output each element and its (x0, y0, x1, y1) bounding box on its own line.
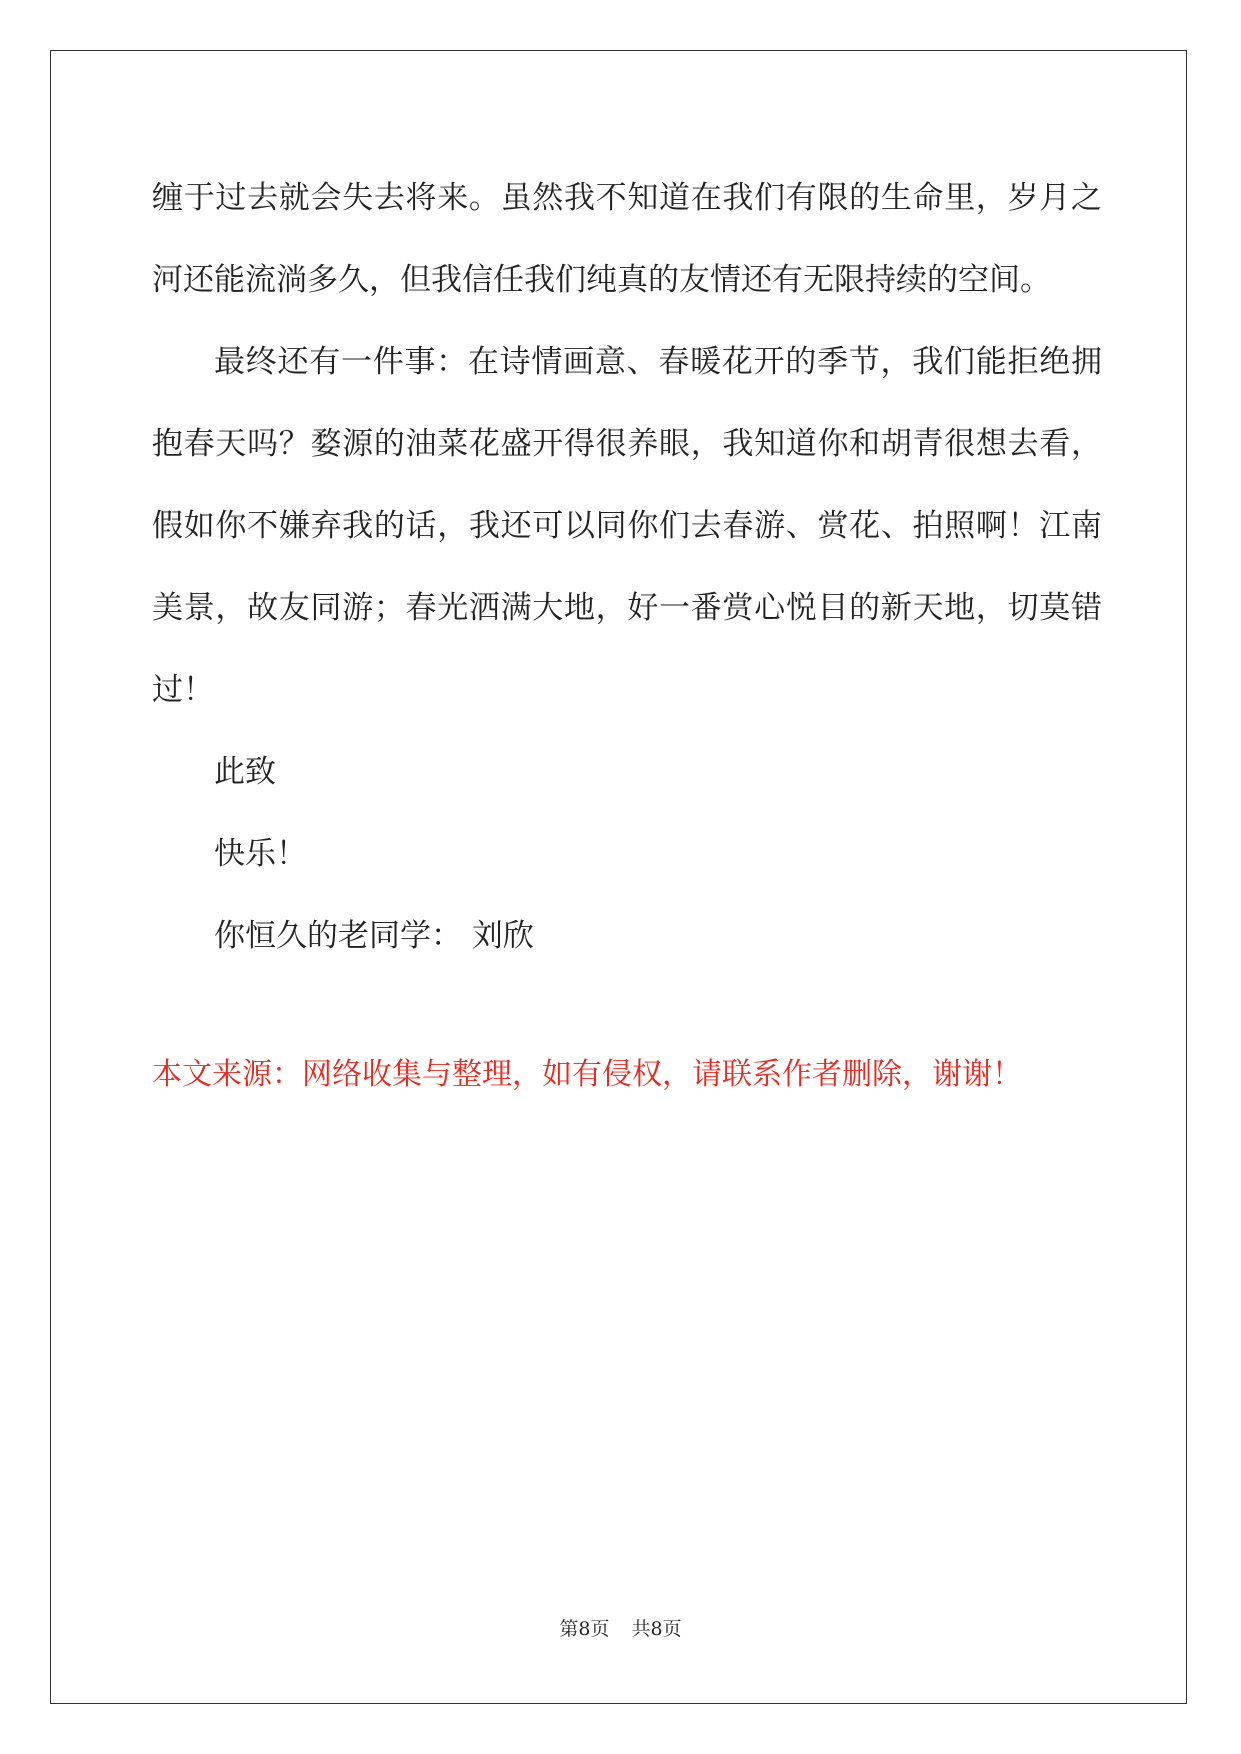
body-line: 过！ (152, 672, 214, 708)
body-line: 最终还有一件事：在诗情画意、春暖花开的季节，我们能拒绝拥 (214, 344, 1102, 380)
body-line: 缠于过去就会失去将来。虽然我不知道在我们有限的生命里，岁月之 (152, 180, 1102, 216)
page-number: 第8页 (559, 1618, 610, 1640)
source-note: 本文来源：网络收集与整理，如有侵权，请联系作者删除，谢谢！ (152, 1057, 1022, 1092)
body-line: 河还能流淌多久，但我信任我们纯真的友情还有无限持续的空间。 (152, 262, 1051, 298)
body-line: 美景，故友同游；春光洒满大地，好一番赏心悦目的新天地，切莫错 (152, 590, 1102, 626)
body-line: 假如你不嫌弃我的话，我还可以同你们去春游、赏花、拍照啊！江南 (152, 508, 1102, 544)
page-footer (0, 1614, 1241, 1641)
closing-salutation: 此致 (214, 754, 276, 790)
letter-body (152, 157, 1102, 977)
page-total: 共8页 (631, 1618, 682, 1640)
closing-wish: 快乐！ (214, 836, 307, 872)
signature-line: 你恒久的老同学： 刘欣 (214, 918, 534, 954)
body-line: 抱春天吗？婺源的油菜花盛开得很养眼，我知道你和胡青很想去看， (152, 426, 1102, 462)
